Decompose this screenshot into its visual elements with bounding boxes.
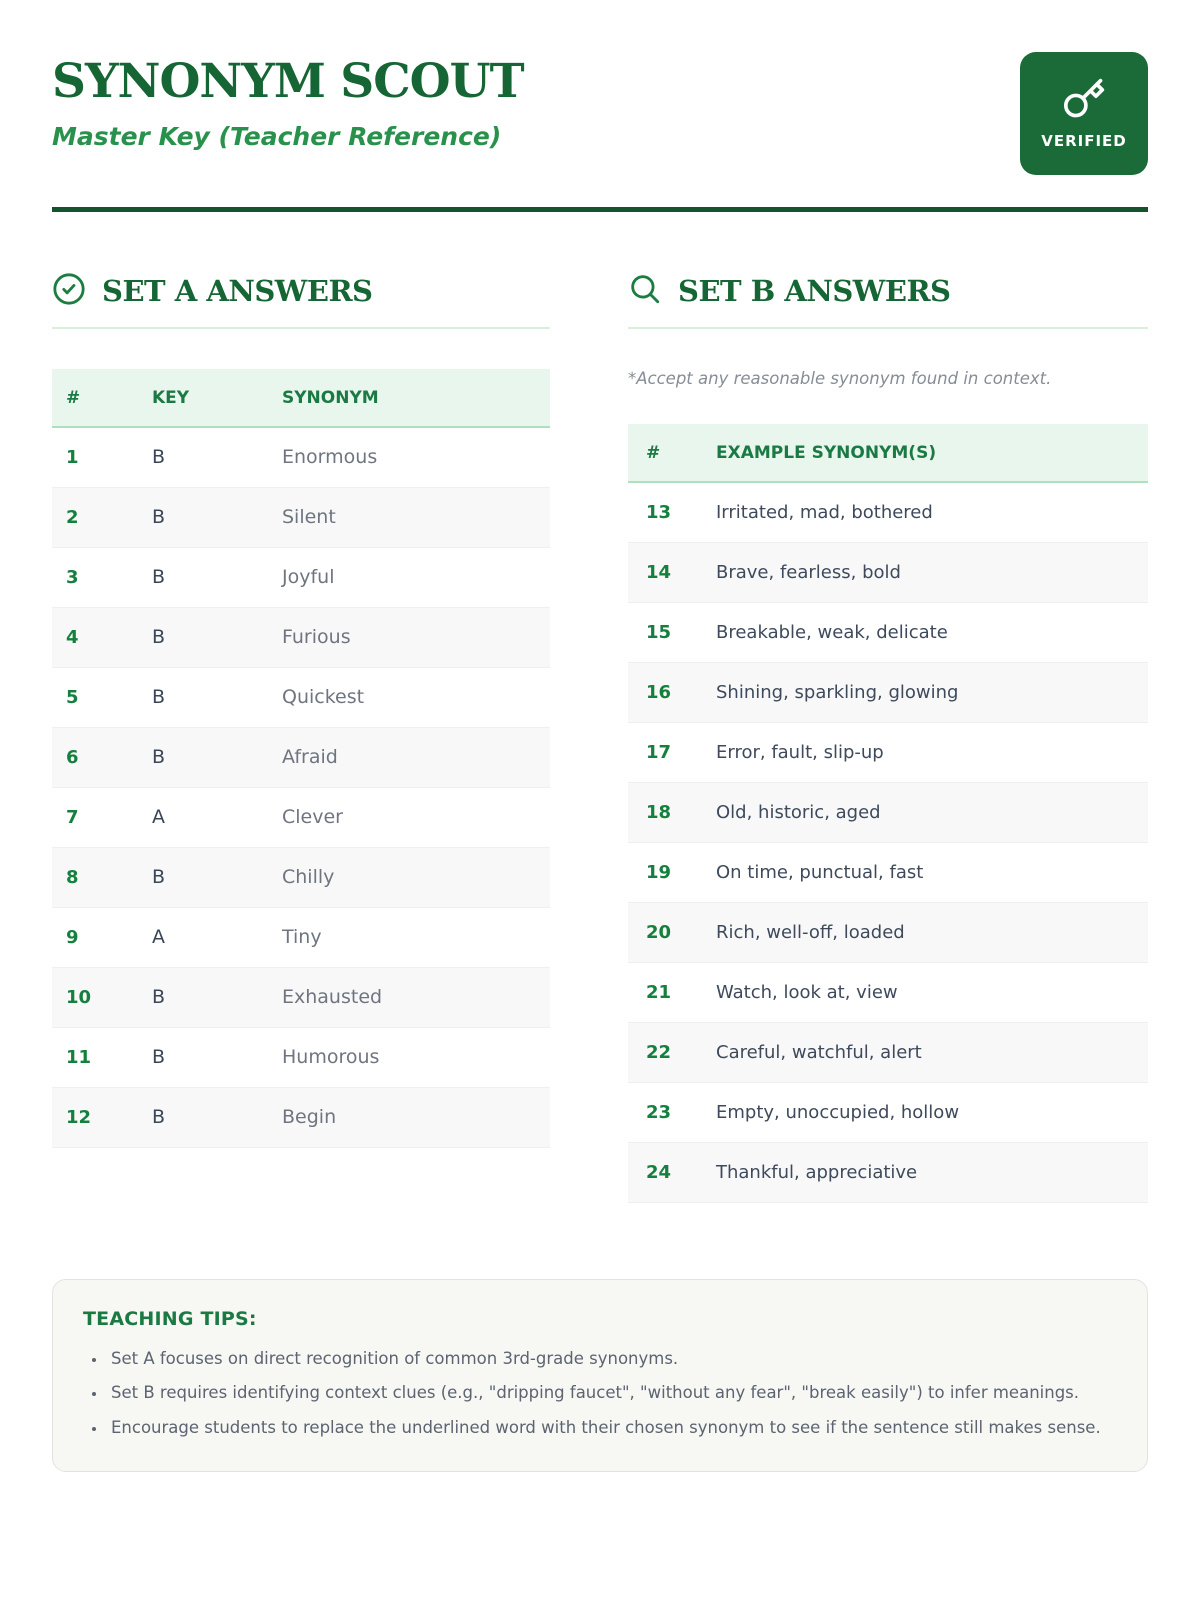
table-row (628, 662, 1148, 722)
table-row (52, 667, 550, 727)
answer-number: 10 (52, 967, 152, 1027)
answer-synonym: Afraid (282, 727, 550, 787)
table-row (52, 847, 550, 907)
check-circle-icon (52, 272, 86, 310)
column-header-key: KEY (152, 369, 282, 427)
table-row (52, 907, 550, 967)
table-row (628, 602, 1148, 662)
set-b-header-row (628, 424, 1148, 482)
answer-synonyms: Brave, fearless, bold (716, 542, 1148, 602)
answer-number: 14 (628, 542, 716, 602)
answer-synonym: Humorous (282, 1027, 550, 1087)
column-header-number: # (52, 369, 152, 427)
table-row (52, 427, 550, 487)
answer-number: 19 (628, 842, 716, 902)
answer-synonyms: Thankful, appreciative (716, 1142, 1148, 1202)
answer-synonym: Clever (282, 787, 550, 847)
table-row (52, 967, 550, 1027)
table-row (628, 842, 1148, 902)
table-row (52, 1087, 550, 1147)
answer-number: 6 (52, 727, 152, 787)
table-row (628, 782, 1148, 842)
answer-key-letter: B (152, 847, 282, 907)
answer-synonym: Silent (282, 487, 550, 547)
teaching-tip-item: • Encourage students to replace the underlined word with their chosen synonym to see if the sentence still makes sense. (107, 1415, 1117, 1441)
answer-number: 21 (628, 962, 716, 1022)
answer-number: 15 (628, 602, 716, 662)
teaching-tip-item: • Set B requires identifying context clues (e.g., "dripping faucet", "without any fear", "break easily") to infer meanings. (107, 1380, 1117, 1406)
answers-columns (52, 272, 1148, 1203)
answer-number: 17 (628, 722, 716, 782)
search-icon (628, 272, 662, 310)
set-a-header (52, 272, 550, 329)
table-row (628, 962, 1148, 1022)
set-a-header-row (52, 369, 550, 427)
answer-number: 3 (52, 547, 152, 607)
answer-key-letter: B (152, 1087, 282, 1147)
answer-key-letter: B (152, 607, 282, 667)
header-divider (52, 207, 1148, 212)
answer-synonym: Begin (282, 1087, 550, 1147)
answer-key-letter: A (152, 787, 282, 847)
verified-badge (1020, 52, 1148, 175)
page-title: SYNONYM SCOUT (52, 54, 524, 109)
answer-number: 13 (628, 482, 716, 542)
answer-synonyms: Irritated, mad, bothered (716, 482, 1148, 542)
answer-key-letter: B (152, 667, 282, 727)
answer-synonyms: Watch, look at, view (716, 962, 1148, 1022)
answer-key-letter: A (152, 907, 282, 967)
answer-number: 8 (52, 847, 152, 907)
answer-synonyms: Empty, unoccupied, hollow (716, 1082, 1148, 1142)
column-header-synonym: SYNONYM (282, 369, 550, 427)
page-subtitle: Master Key (Teacher Reference) (52, 121, 502, 151)
answer-number: 23 (628, 1082, 716, 1142)
answer-number: 11 (52, 1027, 152, 1087)
set-a-table (52, 369, 550, 1148)
answer-synonyms: On time, punctual, fast (716, 842, 1148, 902)
answer-number: 5 (52, 667, 152, 727)
answer-synonym: Joyful (282, 547, 550, 607)
teaching-tips-list (83, 1346, 1117, 1441)
answer-synonyms: Breakable, weak, delicate (716, 602, 1148, 662)
teaching-tip-item: • Set A focuses on direct recognition of common 3rd-grade synonyms. (107, 1346, 1117, 1372)
answer-synonyms: Careful, watchful, alert (716, 1022, 1148, 1082)
column-header-number: # (628, 424, 716, 482)
table-row (628, 722, 1148, 782)
answer-synonym: Quickest (282, 667, 550, 727)
answer-number: 2 (52, 487, 152, 547)
table-row (52, 787, 550, 847)
answer-number: 9 (52, 907, 152, 967)
answer-synonym: Exhausted (282, 967, 550, 1027)
page-header (52, 50, 1148, 175)
answer-key-letter: B (152, 547, 282, 607)
answer-synonyms: Old, historic, aged (716, 782, 1148, 842)
answer-synonym: Enormous (282, 427, 550, 487)
table-row (52, 607, 550, 667)
answer-key-letter: B (152, 487, 282, 547)
teaching-tips-title: TEACHING TIPS: (83, 1307, 257, 1330)
set-b-header (628, 272, 1148, 329)
answer-synonyms: Rich, well-off, loaded (716, 902, 1148, 962)
column-header-example-synonyms: EXAMPLE SYNONYM(S) (716, 424, 1148, 482)
table-row (52, 727, 550, 787)
answer-key-letter: B (152, 1027, 282, 1087)
answer-key-letter: B (152, 967, 282, 1027)
answer-number: 1 (52, 427, 152, 487)
answer-number: 12 (52, 1087, 152, 1147)
answer-number: 20 (628, 902, 716, 962)
teaching-tips-box (52, 1279, 1148, 1473)
table-row (628, 542, 1148, 602)
answer-number: 4 (52, 607, 152, 667)
set-b-table (628, 424, 1148, 1203)
answer-key-letter: B (152, 427, 282, 487)
answer-number: 18 (628, 782, 716, 842)
answer-synonyms: Shining, sparkling, glowing (716, 662, 1148, 722)
set-b-section (628, 272, 1148, 1203)
answer-number: 7 (52, 787, 152, 847)
answer-synonyms: Error, fault, slip-up (716, 722, 1148, 782)
table-row (52, 547, 550, 607)
table-row (628, 482, 1148, 542)
set-b-title: SET B ANSWERS (678, 274, 951, 308)
answer-number: 22 (628, 1022, 716, 1082)
answer-number: 16 (628, 662, 716, 722)
answer-number: 24 (628, 1142, 716, 1202)
set-b-note: *Accept any reasonable synonym found in context. (628, 369, 1052, 388)
verified-badge-label: VERIFIED (1041, 132, 1127, 150)
table-row (628, 902, 1148, 962)
table-row (52, 1027, 550, 1087)
set-a-section (52, 272, 550, 1203)
header-text-block (52, 50, 524, 151)
table-row (628, 1142, 1148, 1202)
answer-synonym: Tiny (282, 907, 550, 967)
answer-key-letter: B (152, 727, 282, 787)
table-row (52, 487, 550, 547)
table-row (628, 1082, 1148, 1142)
set-a-title: SET A ANSWERS (102, 274, 373, 308)
table-row (628, 1022, 1148, 1082)
answer-synonym: Furious (282, 607, 550, 667)
answer-synonym: Chilly (282, 847, 550, 907)
key-icon (1062, 77, 1106, 121)
